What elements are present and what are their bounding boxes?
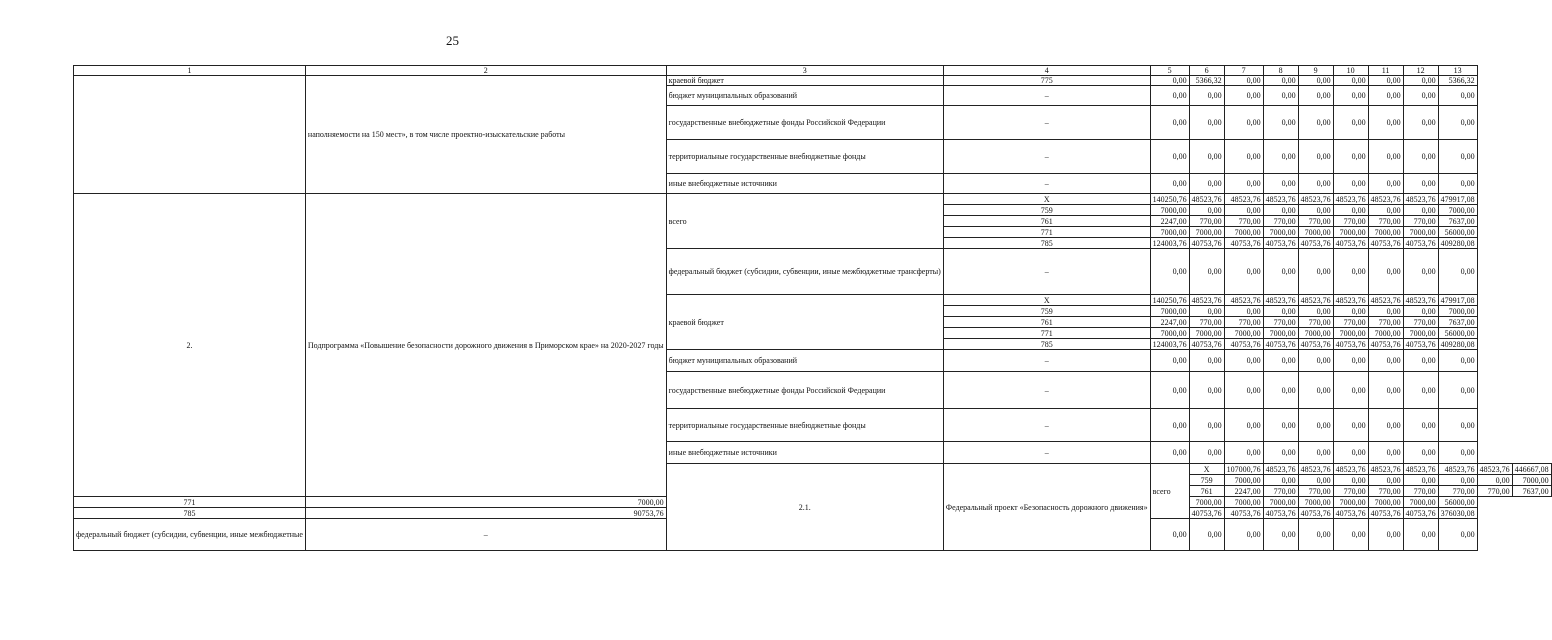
amount-cell: 48523,76 [1263, 464, 1298, 475]
amount-cell: 770,00 [1403, 216, 1438, 227]
amount-cell: 0,00 [1224, 249, 1263, 295]
amount-cell: 0,00 [1263, 519, 1298, 551]
amount-cell: 7000,00 [1368, 328, 1403, 339]
amount-cell: 40753,76 [1224, 508, 1263, 519]
row-number-cell: 2. [74, 194, 306, 497]
amount-cell: 0,00 [1333, 106, 1368, 140]
amount-cell: 0,00 [1298, 86, 1333, 106]
amount-cell: 770,00 [1368, 216, 1403, 227]
amount-cell: 770,00 [1224, 216, 1263, 227]
amount-cell: 770,00 [1403, 486, 1438, 497]
amount-cell: 0,00 [1368, 475, 1403, 486]
column-header: 11 [1368, 66, 1403, 76]
amount-cell: 0,00 [1224, 140, 1263, 174]
amount-cell: 0,00 [1438, 140, 1477, 174]
amount-cell: 0,00 [1263, 350, 1298, 372]
amount-cell: 7637,00 [1438, 317, 1477, 328]
code-cell: 771 [74, 497, 306, 508]
amount-cell: 0,00 [1224, 205, 1263, 216]
amount-cell: 0,00 [1403, 249, 1438, 295]
table-row [74, 194, 1552, 205]
amount-cell: 0,00 [1368, 249, 1403, 295]
amount-cell: 0,00 [1333, 350, 1368, 372]
funding-source: краевой бюджет [666, 76, 943, 86]
amount-cell: 0,00 [1263, 76, 1298, 86]
amount-cell: 0,00 [1403, 372, 1438, 409]
amount-cell: 0,00 [1263, 249, 1298, 295]
amount-cell: 0,00 [1368, 350, 1403, 372]
amount-cell: 40753,76 [1263, 238, 1298, 249]
amount-cell: 0,00 [1403, 475, 1438, 486]
amount-cell: 7000,00 [1224, 328, 1263, 339]
amount-cell: 0,00 [1368, 106, 1403, 140]
amount-cell: 40753,76 [1368, 508, 1403, 519]
amount-cell: 7000,00 [1403, 328, 1438, 339]
amount-cell: 7000,00 [1368, 497, 1403, 508]
amount-cell: 770,00 [1263, 486, 1298, 497]
amount-cell: 0,00 [1150, 106, 1189, 140]
amount-cell: 0,00 [1438, 475, 1477, 486]
amount-cell: 0,00 [1224, 350, 1263, 372]
amount-cell: 5366,32 [1189, 76, 1224, 86]
amount-cell: 0,00 [1333, 519, 1368, 551]
amount-cell: 7000,00 [1263, 328, 1298, 339]
amount-cell: 40753,76 [1403, 238, 1438, 249]
amount-cell: 0,00 [1368, 409, 1403, 442]
amount-cell: 0,00 [1189, 372, 1224, 409]
amount-cell: 0,00 [1150, 519, 1189, 551]
amount-cell: 0,00 [1263, 106, 1298, 140]
code-cell: – [943, 350, 1150, 372]
amount-cell: 0,00 [1333, 76, 1368, 86]
amount-cell: 2247,00 [1150, 317, 1189, 328]
amount-cell: 7000,00 [1298, 497, 1333, 508]
code-cell: 785 [74, 508, 306, 519]
amount-cell: 0,00 [1403, 140, 1438, 174]
amount-cell: 7000,00 [1224, 227, 1263, 238]
amount-cell: 0,00 [1224, 519, 1263, 551]
code-cell: 785 [943, 339, 1150, 350]
row-description: Подпрограмма «Повышение безопасности дорожного движения в Приморском крае» на 2020-2027 годы [305, 194, 666, 497]
amount-cell: 48523,76 [1403, 194, 1438, 205]
amount-cell: 40753,76 [1403, 508, 1438, 519]
row-description: Федеральный проект «Безопасность дорожного движения» [943, 464, 1150, 551]
code-cell: – [305, 519, 666, 551]
amount-cell: 40753,76 [1368, 339, 1403, 350]
funding-source: иные внебюджетные источники [666, 174, 943, 194]
code-cell: X [1189, 464, 1224, 475]
row-number-cell: 2.1. [666, 464, 943, 551]
amount-cell: 40753,76 [1263, 339, 1298, 350]
amount-cell: 7000,00 [305, 497, 666, 508]
amount-cell: 0,00 [1189, 249, 1224, 295]
amount-cell: 0,00 [1403, 442, 1438, 464]
amount-cell: 0,00 [1263, 86, 1298, 106]
amount-cell: 0,00 [1403, 350, 1438, 372]
column-header: 6 [1189, 66, 1224, 76]
table-row [74, 76, 1552, 86]
amount-cell: 0,00 [1189, 86, 1224, 106]
amount-cell: 0,00 [1403, 306, 1438, 317]
amount-cell: 124003,76 [1150, 238, 1189, 249]
amount-cell: 770,00 [1298, 216, 1333, 227]
amount-cell: 0,00 [1438, 409, 1477, 442]
amount-cell: 0,00 [1403, 409, 1438, 442]
amount-cell: 5366,32 [1438, 76, 1477, 86]
funding-source: территориальные государственные внебюджетные фонды [666, 409, 943, 442]
amount-cell: 7000,00 [1224, 475, 1263, 486]
column-header: 10 [1333, 66, 1368, 76]
amount-cell: 770,00 [1298, 486, 1333, 497]
code-cell: 759 [943, 205, 1150, 216]
amount-cell: 0,00 [1224, 372, 1263, 409]
amount-cell: 770,00 [1333, 486, 1368, 497]
code-cell: – [943, 409, 1150, 442]
amount-cell: 40753,76 [1298, 238, 1333, 249]
funding-source: краевой бюджет [666, 295, 943, 350]
amount-cell: 48523,76 [1438, 464, 1477, 475]
amount-cell: 0,00 [1368, 140, 1403, 174]
code-cell: 759 [943, 306, 1150, 317]
column-header: 3 [666, 66, 943, 76]
amount-cell: 0,00 [1298, 372, 1333, 409]
budget-table [73, 65, 1552, 551]
amount-cell: 0,00 [1333, 249, 1368, 295]
amount-cell: 48523,76 [1368, 295, 1403, 306]
amount-cell: 770,00 [1333, 317, 1368, 328]
amount-cell: 0,00 [1224, 86, 1263, 106]
amount-cell: 7000,00 [1512, 475, 1551, 486]
amount-cell: 7000,00 [1333, 227, 1368, 238]
row-description: наполняемости на 150 мест», в том числе проектно-изыскательские работы [305, 76, 666, 194]
amount-cell: 0,00 [1263, 174, 1298, 194]
amount-cell: 2247,00 [1150, 216, 1189, 227]
amount-cell: 7000,00 [1150, 328, 1189, 339]
amount-cell: 770,00 [1438, 486, 1477, 497]
amount-cell: 40753,76 [1224, 238, 1263, 249]
amount-cell: 7000,00 [1150, 227, 1189, 238]
amount-cell: 7000,00 [1403, 227, 1438, 238]
funding-source: федеральный бюджет (субсидии, субвенции, иные межбюджетные [74, 519, 306, 551]
column-header: 9 [1298, 66, 1333, 76]
amount-cell: 0,00 [1333, 205, 1368, 216]
amount-cell: 770,00 [1368, 486, 1403, 497]
amount-cell: 0,00 [1263, 409, 1298, 442]
amount-cell: 0,00 [1368, 519, 1403, 551]
amount-cell: 40753,76 [1298, 508, 1333, 519]
amount-cell: 0,00 [1438, 372, 1477, 409]
amount-cell: 0,00 [1150, 372, 1189, 409]
amount-cell: 0,00 [1438, 519, 1477, 551]
amount-cell: 40753,76 [1189, 238, 1224, 249]
amount-cell: 0,00 [1263, 140, 1298, 174]
amount-cell: 0,00 [1438, 106, 1477, 140]
column-header: 7 [1224, 66, 1263, 76]
amount-cell: 0,00 [1298, 76, 1333, 86]
amount-cell: 0,00 [1403, 86, 1438, 106]
funding-source: государственные внебюджетные фонды Российской Федерации [666, 106, 943, 140]
amount-cell: 0,00 [1298, 409, 1333, 442]
amount-cell: 0,00 [1477, 475, 1512, 486]
funding-source: государственные внебюджетные фонды Российской Федерации [666, 372, 943, 409]
amount-cell: 770,00 [1224, 317, 1263, 328]
amount-cell: 7000,00 [1298, 227, 1333, 238]
amount-cell: 7000,00 [1333, 497, 1368, 508]
amount-cell: 0,00 [1189, 174, 1224, 194]
amount-cell: 7637,00 [1512, 486, 1551, 497]
funding-source: бюджет муниципальных образований [666, 86, 943, 106]
code-cell: 785 [943, 238, 1150, 249]
code-cell: – [943, 140, 1150, 174]
amount-cell: 0,00 [1403, 519, 1438, 551]
amount-cell: 0,00 [1189, 350, 1224, 372]
amount-cell: 90753,76 [305, 508, 666, 519]
amount-cell: 48523,76 [1403, 295, 1438, 306]
amount-cell: 48523,76 [1333, 295, 1368, 306]
funding-source: иные внебюджетные источники [666, 442, 943, 464]
amount-cell: 770,00 [1333, 216, 1368, 227]
amount-cell: 0,00 [1298, 174, 1333, 194]
row-number-cell [74, 76, 306, 194]
amount-cell: 0,00 [1263, 205, 1298, 216]
amount-cell: 40753,76 [1333, 508, 1368, 519]
amount-cell: 770,00 [1263, 317, 1298, 328]
amount-cell: 48523,76 [1477, 464, 1512, 475]
amount-cell: 0,00 [1298, 442, 1333, 464]
amount-cell: 0,00 [1298, 140, 1333, 174]
amount-cell: 0,00 [1438, 350, 1477, 372]
amount-cell: 0,00 [1263, 475, 1298, 486]
amount-cell: 0,00 [1368, 372, 1403, 409]
amount-cell: 479917,08 [1438, 295, 1477, 306]
code-cell: X [943, 295, 1150, 306]
amount-cell: 7000,00 [1403, 497, 1438, 508]
amount-cell: 0,00 [1298, 106, 1333, 140]
amount-cell: 0,00 [1333, 409, 1368, 442]
code-cell: 761 [943, 317, 1150, 328]
funding-source: бюджет муниципальных образований [666, 350, 943, 372]
amount-cell: 7000,00 [1150, 205, 1189, 216]
amount-cell: 0,00 [1333, 306, 1368, 317]
amount-cell: 770,00 [1298, 317, 1333, 328]
code-cell: 759 [1189, 475, 1224, 486]
amount-cell: 56000,00 [1438, 328, 1477, 339]
amount-cell: 0,00 [1333, 174, 1368, 194]
amount-cell: 0,00 [1438, 174, 1477, 194]
amount-cell: 40753,76 [1189, 339, 1224, 350]
code-cell: 761 [943, 216, 1150, 227]
amount-cell: 0,00 [1189, 140, 1224, 174]
amount-cell: 376030,08 [1438, 508, 1477, 519]
page-number: 25 [446, 33, 459, 48]
amount-cell: 48523,76 [1333, 464, 1368, 475]
amount-cell: 0,00 [1298, 306, 1333, 317]
amount-cell: 7637,00 [1438, 216, 1477, 227]
column-header: 1 [74, 66, 306, 76]
amount-cell: 0,00 [1189, 306, 1224, 317]
amount-cell: 0,00 [1403, 205, 1438, 216]
amount-cell: 0,00 [1224, 442, 1263, 464]
amount-cell: 48523,76 [1298, 194, 1333, 205]
amount-cell: 770,00 [1189, 317, 1224, 328]
amount-cell: 48523,76 [1298, 464, 1333, 475]
code-cell: – [943, 106, 1150, 140]
amount-cell: 2247,00 [1224, 486, 1263, 497]
amount-cell: 0,00 [1438, 442, 1477, 464]
code-cell: X [943, 194, 1150, 205]
amount-cell: 7000,00 [1438, 306, 1477, 317]
amount-cell: 0,00 [1368, 174, 1403, 194]
amount-cell: 40753,76 [1224, 339, 1263, 350]
amount-cell: 40753,76 [1263, 508, 1298, 519]
amount-cell: 0,00 [1150, 249, 1189, 295]
amount-cell: 0,00 [1333, 86, 1368, 106]
amount-cell: 48523,76 [1224, 194, 1263, 205]
amount-cell: 40753,76 [1403, 339, 1438, 350]
amount-cell: 0,00 [1150, 350, 1189, 372]
amount-cell: 7000,00 [1150, 306, 1189, 317]
code-cell: 771 [943, 328, 1150, 339]
amount-cell: 0,00 [1150, 174, 1189, 194]
amount-cell: 0,00 [1403, 76, 1438, 86]
amount-cell: 770,00 [1368, 317, 1403, 328]
amount-cell: 0,00 [1368, 442, 1403, 464]
amount-cell: 0,00 [1368, 306, 1403, 317]
amount-cell: 0,00 [1298, 475, 1333, 486]
code-cell: – [943, 249, 1150, 295]
amount-cell: 0,00 [1298, 350, 1333, 372]
amount-cell: 48523,76 [1368, 464, 1403, 475]
amount-cell: 0,00 [1224, 306, 1263, 317]
amount-cell: 770,00 [1189, 216, 1224, 227]
amount-cell: 0,00 [1150, 86, 1189, 106]
amount-cell: 40753,76 [1368, 238, 1403, 249]
amount-cell: 7000,00 [1368, 227, 1403, 238]
column-header: 12 [1403, 66, 1438, 76]
amount-cell: 770,00 [1263, 216, 1298, 227]
amount-cell: 0,00 [1224, 106, 1263, 140]
amount-cell: 48523,76 [1333, 194, 1368, 205]
amount-cell: 0,00 [1224, 174, 1263, 194]
header-row [74, 66, 1552, 76]
amount-cell: 0,00 [1368, 205, 1403, 216]
amount-cell: 48523,76 [1263, 295, 1298, 306]
amount-cell: 7000,00 [1298, 328, 1333, 339]
code-cell: – [943, 174, 1150, 194]
amount-cell: 0,00 [1333, 140, 1368, 174]
amount-cell: 48523,76 [1298, 295, 1333, 306]
amount-cell: 107000,76 [1224, 464, 1263, 475]
amount-cell: 7000,00 [1263, 497, 1298, 508]
amount-cell: 0,00 [1438, 249, 1477, 295]
amount-cell: 7000,00 [1189, 328, 1224, 339]
amount-cell: 0,00 [1189, 409, 1224, 442]
amount-cell: 0,00 [1150, 409, 1189, 442]
amount-cell: 7000,00 [1263, 227, 1298, 238]
funding-source: всего [666, 194, 943, 249]
amount-cell: 0,00 [1263, 306, 1298, 317]
amount-cell: 0,00 [1150, 140, 1189, 174]
amount-cell: 409280,08 [1438, 238, 1477, 249]
amount-cell: 40753,76 [1333, 339, 1368, 350]
amount-cell: 40753,76 [1333, 238, 1368, 249]
amount-cell: 0,00 [1298, 205, 1333, 216]
code-cell: 771 [943, 227, 1150, 238]
amount-cell: 7000,00 [1333, 328, 1368, 339]
amount-cell: 0,00 [1403, 106, 1438, 140]
amount-cell: 0,00 [1368, 76, 1403, 86]
amount-cell: 48523,76 [1403, 464, 1438, 475]
amount-cell: 0,00 [1189, 442, 1224, 464]
funding-source: федеральный бюджет (субсидии, субвенции, иные межбюджетные трансферты) [666, 249, 943, 295]
amount-cell: 0,00 [1298, 249, 1333, 295]
amount-cell: 0,00 [1189, 205, 1224, 216]
amount-cell: 0,00 [1438, 86, 1477, 106]
amount-cell: 409280,08 [1438, 339, 1477, 350]
funding-source: всего [1150, 464, 1189, 519]
amount-cell: 56000,00 [1438, 497, 1477, 508]
amount-cell: 479917,08 [1438, 194, 1477, 205]
amount-cell: 48523,76 [1189, 295, 1224, 306]
column-header: 5 [1150, 66, 1189, 76]
code-cell: – [943, 372, 1150, 409]
column-header: 4 [943, 66, 1150, 76]
amount-cell: 40753,76 [1189, 508, 1224, 519]
amount-cell: 446667,08 [1512, 464, 1551, 475]
amount-cell: 0,00 [1333, 372, 1368, 409]
column-header: 8 [1263, 66, 1298, 76]
amount-cell: 48523,76 [1368, 194, 1403, 205]
amount-cell: 0,00 [1333, 475, 1368, 486]
code-cell: – [943, 442, 1150, 464]
code-cell: 775 [943, 76, 1150, 86]
amount-cell: 0,00 [1368, 86, 1403, 106]
amount-cell: 7000,00 [1189, 497, 1224, 508]
amount-cell: 124003,76 [1150, 339, 1189, 350]
amount-cell: 770,00 [1403, 317, 1438, 328]
amount-cell: 7000,00 [1438, 205, 1477, 216]
amount-cell: 0,00 [1224, 76, 1263, 86]
amount-cell: 0,00 [1263, 372, 1298, 409]
amount-cell: 48523,76 [1263, 194, 1298, 205]
amount-cell: 0,00 [1263, 442, 1298, 464]
amount-cell: 140250,76 [1150, 295, 1189, 306]
column-header: 2 [305, 66, 666, 76]
amount-cell: 140250,76 [1150, 194, 1189, 205]
amount-cell: 0,00 [1333, 442, 1368, 464]
amount-cell: 40753,76 [1298, 339, 1333, 350]
amount-cell: 0,00 [1150, 76, 1189, 86]
amount-cell: 0,00 [1224, 409, 1263, 442]
amount-cell: 0,00 [1150, 442, 1189, 464]
amount-cell: 7000,00 [1224, 497, 1263, 508]
code-cell: 761 [1189, 486, 1224, 497]
code-cell: – [943, 86, 1150, 106]
amount-cell: 48523,76 [1189, 194, 1224, 205]
amount-cell: 0,00 [1298, 519, 1333, 551]
amount-cell: 0,00 [1189, 106, 1224, 140]
amount-cell: 48523,76 [1224, 295, 1263, 306]
amount-cell: 56000,00 [1438, 227, 1477, 238]
funding-source: территориальные государственные внебюджетные фонды [666, 140, 943, 174]
amount-cell: 770,00 [1477, 486, 1512, 497]
column-header: 13 [1438, 66, 1477, 76]
amount-cell: 0,00 [1189, 519, 1224, 551]
amount-cell: 0,00 [1403, 174, 1438, 194]
amount-cell: 7000,00 [1189, 227, 1224, 238]
